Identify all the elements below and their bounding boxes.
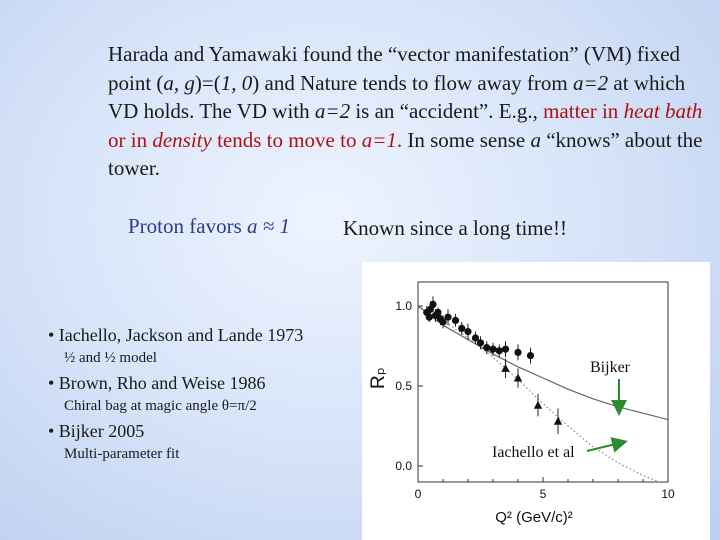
text: 1, 0 — [220, 70, 253, 95]
red-text: or in — [108, 127, 153, 152]
known-statement: Known since a long time!! — [343, 216, 567, 240]
proton-statement — [128, 214, 290, 239]
text: is an “accident”. E.g., — [350, 99, 544, 123]
plot-svg — [362, 262, 710, 540]
data-point-circle — [489, 346, 496, 353]
data-point-circle — [444, 314, 451, 321]
data-point-circle — [426, 314, 433, 321]
x-tick-label: 10 — [661, 487, 675, 501]
bullet-title: • Iachello, Jackson and Lande 1973 — [48, 325, 304, 345]
data-point-circle — [477, 339, 484, 346]
y-tick-label: 1.0 — [395, 299, 412, 313]
data-point-circle — [458, 325, 465, 332]
x-tick-label: 0 — [414, 487, 422, 501]
text: In some sense — [402, 127, 531, 152]
bullet-title: • Bijker 2005 — [48, 421, 145, 441]
data-point-circle — [452, 317, 459, 324]
form-factor-plot — [362, 262, 710, 540]
x-tick-label: 5 — [539, 487, 547, 501]
main-paragraph — [108, 40, 708, 183]
red-text: heat bath — [623, 99, 703, 123]
data-point-circle — [502, 346, 509, 353]
annotation-iachello: Iachello et al — [492, 444, 575, 461]
red-text: density — [152, 127, 212, 152]
text: a=2 — [573, 70, 609, 95]
text: “knows” about the tower. — [108, 127, 703, 180]
bullet-subtitle: Multi-parameter fit — [64, 446, 180, 462]
data-point-triangle — [554, 417, 562, 425]
y-axis-label: Rₚ — [368, 367, 389, 389]
bullet-subtitle: Chiral bag at magic angle θ=π/2 — [64, 398, 257, 414]
text: Harada and Yamawaki found the “vector manifestation” (VM) fixed point ( — [108, 42, 681, 95]
bullet-subtitle: ½ and ½ model — [64, 350, 157, 366]
proton-formula: a ≈ 1 — [247, 214, 291, 238]
red-text: matter in — [543, 99, 624, 123]
red-text: . — [396, 127, 403, 152]
data-point-circle — [527, 352, 534, 359]
text: a — [530, 127, 541, 152]
data-point-circle — [496, 347, 503, 354]
text: ) and Nature tends to flow away from — [252, 70, 573, 95]
data-point-circle — [514, 349, 521, 356]
red-text: a=1 — [361, 127, 397, 152]
data-point-circle — [464, 328, 471, 335]
annotation-bijker: Bijker — [590, 359, 630, 376]
y-tick-label: 0.0 — [395, 459, 412, 473]
data-point-circle — [483, 344, 490, 351]
bullet-list — [48, 323, 358, 467]
text: )=( — [194, 70, 221, 95]
text: at which VD holds. The VD with — [108, 70, 686, 123]
proton-prefix: Proton favors — [128, 214, 247, 238]
text: a, g — [163, 70, 195, 95]
data-point-circle — [429, 301, 436, 308]
bullet-title: • Brown, Rho and Weise 1986 — [48, 373, 266, 393]
text: a=2 — [314, 99, 351, 123]
red-text: tends to move to — [211, 127, 362, 152]
x-axis-label: Q² (GeV/c)² — [495, 509, 573, 526]
data-point-triangle — [501, 364, 509, 372]
y-tick-label: 0.5 — [395, 379, 412, 393]
